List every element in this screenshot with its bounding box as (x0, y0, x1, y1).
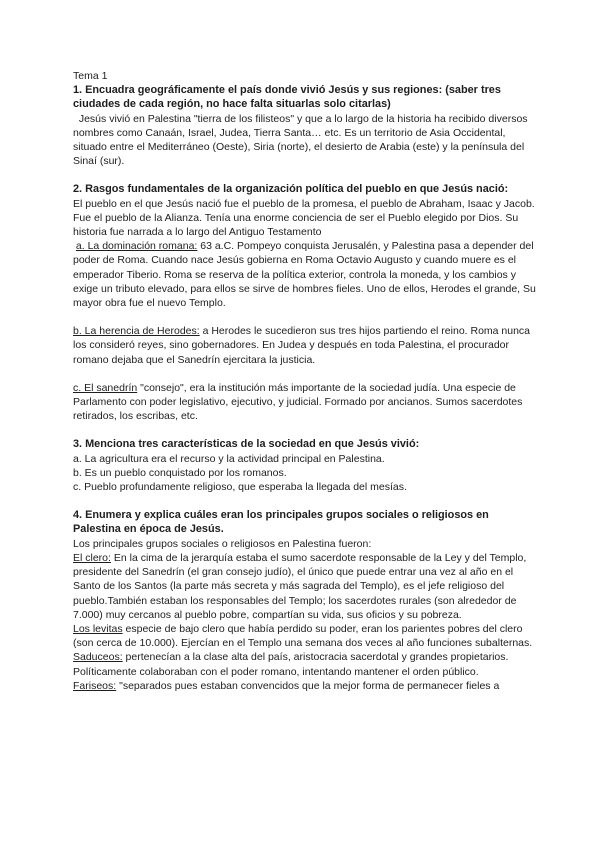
question-4-heading: 4. Enumera y explica cuáles eran los principales grupos sociales o religiosos en Palestina en época de Jesús. (73, 509, 489, 536)
question-3-item: c. Pueblo profundamente religioso, que esperaba la llegada del mesías. (73, 481, 407, 494)
group-clero (73, 551, 536, 622)
group-saduceos-label: Saduceos: (73, 651, 123, 664)
group-levitas-label: Los levitas (73, 622, 123, 635)
group-clero-text: En la cima de la jerarquía estaba el sumo sacerdote responsable de la Ley y del Templo, presidente del Sanedrín (el gran consejo judío), el único que puede entrar una vez al año en el Santo de los Santos (la parte más secreta y más sagrada del Templo), es el jefe religioso del pueblo.También estaban los responsables del Templo; los sacerdotes rurales (son alrededor de 7.000) muy cercanos al pueblo pobre, compartían su vida, sus oficios y su pobreza. (73, 551, 527, 621)
group-saduceos-text: pertenecían a la clase alta del país, aristocracia sacerdotal y grandes propietarios. Políticamente colaboraban con el poder romano, intentando mantener el orden público. (73, 651, 509, 678)
group-levitas-text: especie de bajo clero que había perdido su poder, eran los parientes pobres del clero (son cerca de 10.000). Ejercían en el Templo una semana dos veces al año funciones subalternas. (73, 622, 533, 650)
item-a-text: 63 a.C. Pompeyo conquista Jerusalén, y Palestina pasa a depender del poder de Roma. Cuando nace Jesús gobierna en Roma Octavio Augusto y cuando muere es el emperador Tiberio. Roma se reserva de la política exterior, controla la moneda, y los cambios y exige un tributo elevado, para ellos se sirve de hombres fieles. Uno de ellos, Herodes el grande, Su mayor obra fue el nuevo Templo. (73, 240, 536, 310)
question-3-heading: 3. Menciona tres características de la sociedad en que Jesús vivió: (73, 438, 420, 451)
question-2-heading: 2. Rasgos fundamentales de la organización política del pueblo en que Jesús nació: (73, 183, 509, 196)
item-c-label: c. El sanedrín (73, 381, 138, 394)
question-1-text: Jesús vivió en Palestina "tierra de los filisteos" y que a lo largo de la historia ha recibido diversos nombres como Canaán, Israel, Judea, Tierra Santa… etc. Es un territorio de Asia Occidental, situado entre el Mediterráneo (Oeste), Siria (norte), el desierto de Arabia (este) y la península del Sinaí (sur). (73, 112, 528, 168)
section-2 (73, 182, 536, 423)
tema-title: Tema 1 (73, 70, 108, 82)
item-a-label: a. La dominación romana: (75, 240, 198, 253)
question-1-body (73, 112, 536, 169)
group-levitas (73, 622, 536, 650)
question-3-item: b. Es un pueblo conquistado por los romanos. (73, 466, 287, 479)
question-1-heading: 1. Encuadra geográficamente el país donde vivió Jesús y sus regiones: (saber tres ciudades de cada región, no hace falta situarlas solo citarlas) (73, 84, 501, 111)
spacer (73, 310, 536, 324)
question-2-item-b (73, 324, 536, 367)
item-b-text: a Herodes le sucedieron sus tres hijos partiendo el reino. Roma nunca los consideró reyes, sino gobernadores. En Judea y después en toda Palestina, el procurador romano dejaba que el Sanedrín ejercitara la justicia. (73, 325, 531, 366)
question-2-intro: El pueblo en el que Jesús nació fue el pueblo de la promesa, el pueblo de Abraham, Isaac y Jacob. Fue el pueblo de la Alianza. Tenía una enorme conciencia de ser el Pueblo elegido por Dios. Su historia fue narrada a lo largo del Antiguo Testamento (73, 197, 535, 239)
question-4-intro: Los principales grupos sociales o religiosos en Palestina fueron: (73, 537, 372, 550)
group-saduceos (73, 650, 536, 678)
question-2-item-a (73, 239, 536, 310)
group-fariseos (73, 679, 536, 693)
item-b-label: b. La herencia de Herodes: (73, 325, 200, 338)
section-3 (73, 437, 536, 494)
question-3-item: a. La agricultura era el recurso y la actividad principal en Palestina. (73, 452, 385, 465)
question-2-item-c (73, 381, 536, 424)
group-fariseos-label: Fariseos: (73, 679, 117, 692)
item-c-text: "consejo", era la institución más importante de la sociedad judía. Una especie de Parlamento con poder legislativo, ejecutivo, y judicial. Formado por ancianos. Sumos sacerdotes retirados, los escribas, etc. (73, 381, 523, 423)
group-fariseos-text: "separados pues estaban convencidos que la mejor forma de permanecer fieles a (116, 679, 500, 692)
spacer (73, 367, 536, 381)
section-4 (73, 508, 536, 693)
section-1 (73, 83, 536, 168)
group-clero-label: El clero: (73, 551, 111, 564)
